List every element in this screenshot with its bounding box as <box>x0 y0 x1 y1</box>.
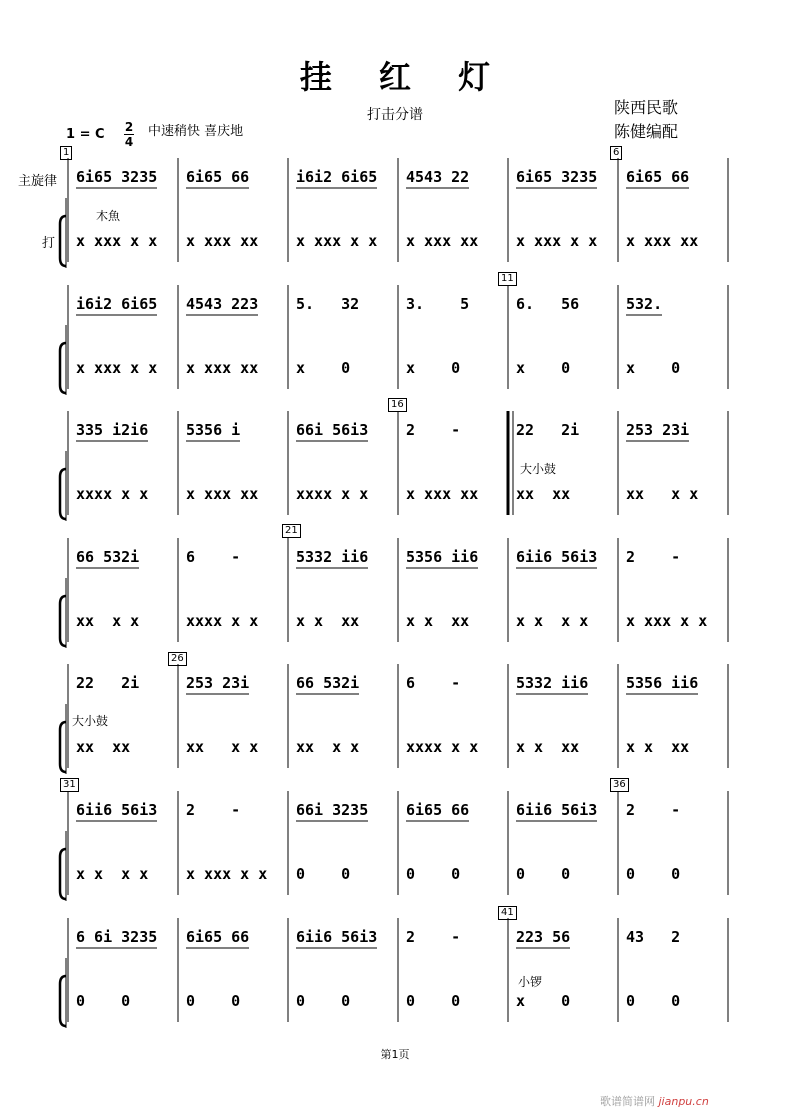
melody-measure: 6i65 66 <box>186 928 250 946</box>
arranger: 陈健编配 <box>614 122 679 141</box>
percussion-measure: xx xx <box>76 738 131 756</box>
percussion-measure: 0 0 <box>296 992 351 1010</box>
percussion-measure: x xxx x x <box>76 232 158 250</box>
watermark-site: jianpu.cn <box>658 1095 709 1108</box>
percussion-measure: x xxx xx <box>406 485 479 503</box>
melody-measure: 6i65 3235 <box>76 168 158 186</box>
measure-number-41: 41 <box>498 906 517 920</box>
percussion-measure: 0 0 <box>626 865 681 883</box>
melody-measure: 6 6i 3235 <box>76 928 158 946</box>
watermark-text: 歌谱简谱网 <box>600 1095 655 1108</box>
measure-number-21: 21 <box>282 524 301 538</box>
melody-measure: 335 i2i6 <box>76 421 149 439</box>
perc-bracket-3 <box>60 596 66 646</box>
melody-measure: 223 56 <box>516 928 571 946</box>
key-signature: 1 = C <box>66 127 105 142</box>
percussion-measure: x 0 <box>626 359 681 377</box>
page-number: 第1页 <box>380 1048 410 1061</box>
melody-measure: 5356 i <box>186 421 241 439</box>
melody-measure: 2 - <box>626 548 681 566</box>
melody-measure: 6. 56 <box>516 295 580 313</box>
percussion-measure: x x x x <box>76 865 149 883</box>
melody-measure: 6ii6 56i3 <box>76 801 158 819</box>
percussion-measure: xx xx <box>516 485 571 503</box>
percussion-measure: xx x x <box>296 738 360 756</box>
percussion-measure: x xxx xx <box>186 485 259 503</box>
time-sig-top: 2 <box>124 120 134 134</box>
melody-measure: 6i65 66 <box>626 168 690 186</box>
daxiaogu-label-1: 大小鼓 <box>520 462 557 476</box>
melody-measure: 22 2i <box>76 674 140 692</box>
measure-number-31: 31 <box>60 778 79 792</box>
percussion-measure: x 0 <box>296 359 351 377</box>
percussion-measure: x xxx xx <box>186 232 259 250</box>
melody-measure: 253 23i <box>186 674 250 692</box>
melody-measure: 66i 56i3 <box>296 421 369 439</box>
perc-bracket-1 <box>60 343 66 393</box>
melody-measure: 2 - <box>406 928 461 946</box>
melody-measure: 5332 ii6 <box>516 674 589 692</box>
measure-number-36: 36 <box>610 778 629 792</box>
melody-measure: 43 2 <box>626 928 681 946</box>
percussion-measure: 0 0 <box>406 992 461 1010</box>
percussion-measure: x xxx xx <box>186 359 259 377</box>
percussion-measure: xx x x <box>186 738 259 756</box>
melody-measure: 66 532i <box>296 674 360 692</box>
melody-measure: 6ii6 56i3 <box>516 548 598 566</box>
melody-measure: 66 532i <box>76 548 140 566</box>
percussion-label: 打 <box>42 236 56 251</box>
melody-measure: 66i 3235 <box>296 801 369 819</box>
melody-measure: 532. <box>626 295 663 313</box>
melody-measure: 6i65 3235 <box>516 168 598 186</box>
percussion-measure: x xxx x x <box>296 232 378 250</box>
melody-measure: i6i2 6i65 <box>76 295 158 313</box>
muyu-label: 木魚 <box>96 209 121 223</box>
perc-bracket-4 <box>60 722 66 772</box>
percussion-measure: xx x x <box>76 612 140 630</box>
melody-measure: 2 - <box>406 421 461 439</box>
percussion-measure: xxxx x x <box>186 612 259 630</box>
melody-measure: 6i65 66 <box>186 168 250 186</box>
melody-measure: 4543 223 <box>186 295 259 313</box>
percussion-measure: x xxx x x <box>76 359 158 377</box>
watermark <box>600 1093 709 1109</box>
percussion-measure: x 0 <box>516 992 571 1010</box>
time-sig-bottom: 4 <box>124 135 134 149</box>
percussion-measure: x xxx xx <box>626 232 699 250</box>
melody-measure: 6ii6 56i3 <box>516 801 598 819</box>
melody-measure: 5332 ii6 <box>296 548 369 566</box>
measure-number-11: 11 <box>498 272 517 286</box>
percussion-measure: 0 0 <box>626 992 681 1010</box>
source-origin: 陕西民歌 <box>614 98 679 117</box>
percussion-measure: 0 0 <box>406 865 461 883</box>
percussion-measure: x x xx <box>296 612 360 630</box>
percussion-measure: x x xx <box>626 738 690 756</box>
perc-bracket-0 <box>60 216 66 266</box>
melody-measure: 2 - <box>626 801 681 819</box>
melody-measure: 22 2i <box>516 421 580 439</box>
tempo-marking: 中速稍快 喜庆地 <box>148 124 244 139</box>
percussion-measure: x xxx x x <box>626 612 708 630</box>
melody-measure: 6 - <box>186 548 241 566</box>
melody-measure: 4543 22 <box>406 168 470 186</box>
percussion-measure: x xxx x x <box>186 865 268 883</box>
melody-measure: 253 23i <box>626 421 690 439</box>
melody-measure: 5356 ii6 <box>626 674 699 692</box>
perc-bracket-5 <box>60 849 66 899</box>
percussion-measure: x xxx xx <box>406 232 479 250</box>
percussion-measure: x x x x <box>516 612 589 630</box>
percussion-measure: xxxx x x <box>406 738 479 756</box>
melody-measure: i6i2 6i65 <box>296 168 378 186</box>
percussion-measure: 0 0 <box>186 992 241 1010</box>
percussion-measure: x x xx <box>516 738 580 756</box>
score-title: 挂 红 灯 <box>299 58 509 96</box>
score-subtitle: 打击分谱 <box>367 107 423 123</box>
percussion-measure: xx x x <box>626 485 699 503</box>
percussion-measure: xxxx x x <box>76 485 149 503</box>
melody-measure: 2 - <box>186 801 241 819</box>
percussion-measure: x 0 <box>516 359 571 377</box>
percussion-measure: 0 0 <box>76 992 131 1010</box>
measure-number-1: 1 <box>60 146 72 160</box>
perc-bracket-6 <box>60 976 66 1026</box>
percussion-measure: 0 0 <box>516 865 571 883</box>
xiaoluo-label: 小锣 <box>518 975 543 989</box>
melody-measure: 6i65 66 <box>406 801 470 819</box>
measure-number-16: 16 <box>388 398 407 412</box>
perc-bracket-2 <box>60 469 66 519</box>
measure-number-26: 26 <box>168 652 187 666</box>
melody-measure: 6ii6 56i3 <box>296 928 378 946</box>
measure-number-6: 6 <box>610 146 622 160</box>
melody-measure: 5356 ii6 <box>406 548 479 566</box>
percussion-measure: x 0 <box>406 359 461 377</box>
melody-label: 主旋律 <box>18 174 58 189</box>
melody-measure: 5. 32 <box>296 295 360 313</box>
percussion-measure: x x xx <box>406 612 470 630</box>
percussion-measure: 0 0 <box>296 865 351 883</box>
percussion-measure: xxxx x x <box>296 485 369 503</box>
percussion-measure: x xxx x x <box>516 232 598 250</box>
melody-measure: 3. 5 <box>406 295 470 313</box>
daxiaogu-label-2: 大小鼓 <box>72 714 109 728</box>
melody-measure: 6 - <box>406 674 461 692</box>
